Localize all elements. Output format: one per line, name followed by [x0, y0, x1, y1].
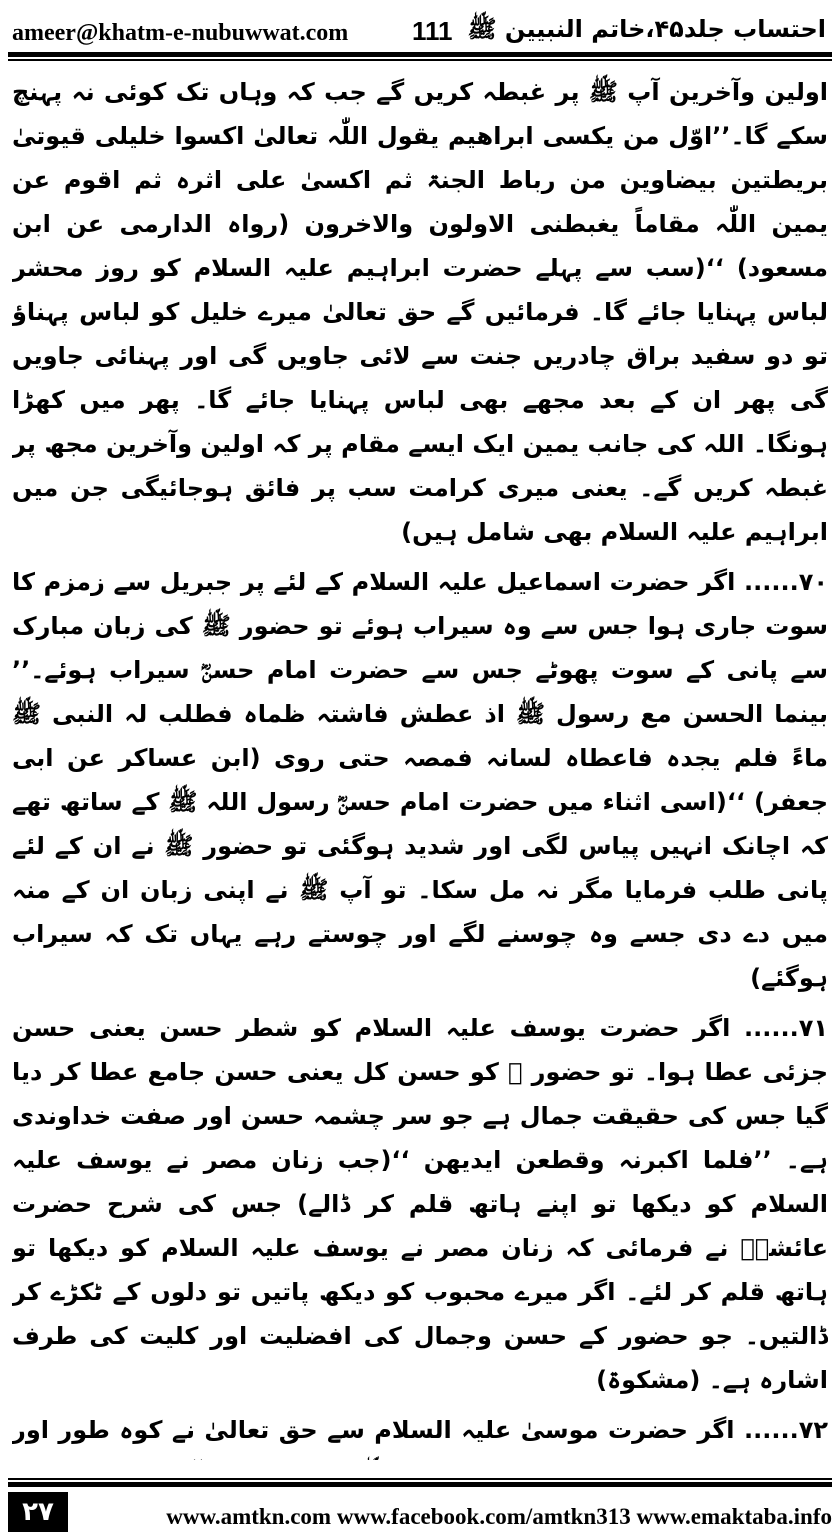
header-title: احتساب جلد۴۵،خاتم النبیین ﷺ: [467, 15, 826, 43]
page-body: [12, 70, 828, 1460]
footer-links: www.amtkn.com www.facebook.com/amtkn313 www.emaktaba.info: [166, 1504, 832, 1529]
footer-rule-thin: [8, 1478, 832, 1480]
header-rule-thin: [8, 59, 832, 61]
page-footer: [0, 1486, 840, 1540]
header-email: ameer@khatm-e-nubuwwat.com: [12, 20, 349, 46]
paragraph-70: ۷۰...... اگر حضرت اسماعیل علیہ السلام کے لئے پر جبریل سے زمزم کا سوت جاری ہوا جس سے وہ سیراب ہوئے تو حضور ﷺ کی زبان مبارک سے پانی کے سوت پھوٹے جس سے حضرت امام حسنؓ سیراب ہوئے۔’’ بینما الحسن مع رسول ﷺ اذ عطش فاشتہ ظماہ فطلب لہ النبی ﷺ ماءً فلم یجدہ فاعطاہ لسانہ فمصہ حتی روی (ابن عساکر عن ابی جعفر) ‘‘(اسی اثناء میں حضرت امام حسنؓ رسول اللہ ﷺ کے ساتھ تھے کہ اچانک انہیں پیاس لگی اور شدید ہوگئی تو حضور ﷺ نے ان کے لئے پانی طلب فرمایا مگر نہ مل سکا۔ تو آپ ﷺ نے اپنی زبان ان کے منہ میں دے دی جسے وہ چوسنے لگے اور چوستے رہے یہاں تک کہ سیراب ہوگئے): [12, 568, 828, 992]
paragraph-intro: اولین وآخرین آپ ﷺ پر غبطہ کریں گے جب کہ وہاں تک کوئی نہ پہنچ سکے گا۔’’اوّل من یکسی ابراھیم یقول اللّٰہ تعالیٰ اکسوا خلیلی قیوتیٰ بریطتین بیضاوین من رباط الجنۃ ثم اکسیٰ علی اثرہ ثم اقوم عن یمین اللّٰہ مقاماً یغبطنی الاولون والاخرون (رواہ الدارمی عن ابن مسعود) ‘‘(سب سے پہلے حضرت ابراہیم علیہ السلام کو روز محشر لباس پہنایا جائے گا۔ فرمائیں گے حق تعالیٰ میرے خلیل کو لباس پہناؤ تو دو سفید براق چادریں جنت سے لائی جاویں گی اور پہنائی جاویں گی پھر ان کے بعد مجھے بھی لباس پہنایا جائے گا۔ پھر میں کھڑا ہونگا۔ اللہ کی جانب یمین ایک ایسے مقام پر کہ اولین وآخرین مجھ پر غبطہ کریں گے۔ یعنی میری کرامت سب پر فائق ہوجائیگی جن میں ابراہیم علیہ السلام بھی شامل ہیں): [12, 78, 828, 546]
footer-page-label: ۲۷: [8, 1492, 68, 1532]
paragraph-72: ۷۲...... اگر حضرت موسیٰ علیہ السلام سے حق تعالیٰ نے کوہ طور اور: [12, 1416, 828, 1444]
header-rule-thick: [8, 52, 832, 57]
paragraph-71: ۷۱...... اگر حضرت یوسف علیہ السلام کو شطر حسن یعنی حسن جزئی عطا ہوا۔ تو حضور ﷺ کو حسن کل یعنی حسن جامع عطا کر دیا گیا جس کی حقیقت جمال ہے جو سر چشمہ حسن اور صفت خداوندی ہے۔ ’’فلما اکبرنہ وقطعن ایدیھن ‘‘(جب زنان مصر نے یوسف علیہ السلام کو دیکھا تو اپنے ہاتھ قلم کر ڈالے) جس کی شرح حضرت عائشہؓ نے فرمائی کہ زنان مصر نے یوسف علیہ السلام کو دیکھا تو ہاتھ قلم کر لئے۔ اگر میرے محبوب کو دیکھ پاتیں تو دلوں کے ٹکڑے کر ڈالتیں۔ جو حضور کے حسن وجمال کی افضلیت اور کلیت کی طرف اشارہ ہے۔ (مشکوۃ): [12, 1014, 828, 1394]
header-page-number: 111: [412, 16, 453, 46]
